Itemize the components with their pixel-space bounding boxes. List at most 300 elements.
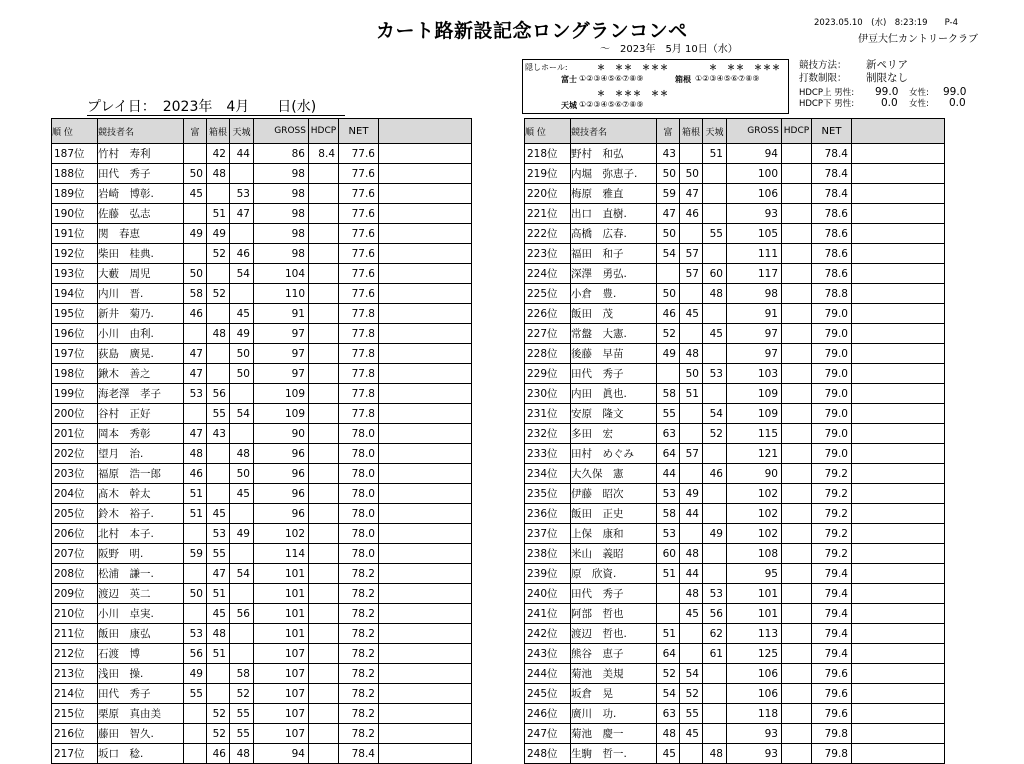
- table-row: [52, 544, 472, 564]
- name-cell: 野村 和弘: [571, 144, 657, 164]
- net-score: 78.6: [812, 244, 852, 264]
- blank-cell: [379, 664, 472, 684]
- amagi-score: 48: [230, 744, 254, 764]
- blank-cell: [852, 264, 945, 284]
- name-cell: 多田 宏: [571, 424, 657, 444]
- gross-score: 101: [727, 584, 782, 604]
- hdcp-value: [309, 484, 339, 504]
- gross-score: 101: [254, 584, 309, 604]
- gross-score: 90: [254, 424, 309, 444]
- gross-score: 107: [254, 644, 309, 664]
- hakone-score: 47: [207, 564, 230, 584]
- hakone-holes: ①②③④⑤⑥⑦⑧⑨: [695, 74, 760, 83]
- fuji-score: [184, 564, 207, 584]
- name-cell: 出口 直樹.: [571, 204, 657, 224]
- hakone-score: 50: [680, 164, 703, 184]
- amagi-score: [703, 304, 727, 324]
- rank-cell: 218位: [525, 144, 571, 164]
- amagi-score: [703, 664, 727, 684]
- net-score: 78.0: [339, 504, 379, 524]
- blank-cell: [379, 684, 472, 704]
- net-score: 79.2: [812, 524, 852, 544]
- hakone-score: 51: [207, 584, 230, 604]
- fuji-score: [657, 584, 680, 604]
- col-hdcp: HDCP: [782, 119, 812, 144]
- amagi-score: 49: [230, 524, 254, 544]
- net-score: 78.2: [339, 664, 379, 684]
- blank-cell: [379, 344, 472, 364]
- gross-score: 98: [254, 184, 309, 204]
- blank-cell: [379, 604, 472, 624]
- table-row: [52, 244, 472, 264]
- hdcp-lower-label: HDCP下 男性:: [799, 99, 855, 109]
- hakone-score: [680, 404, 703, 424]
- hakone-score: 53: [207, 524, 230, 544]
- col-blank: [379, 119, 472, 144]
- name-cell: 関 春恵: [98, 224, 184, 244]
- rank-cell: 206位: [52, 524, 98, 544]
- hakone-score: 57: [680, 244, 703, 264]
- amagi-label: 天城: [561, 101, 577, 110]
- limit-label: 打数制限：: [799, 73, 847, 84]
- amagi-score: 56: [703, 604, 727, 624]
- rank-cell: 188位: [52, 164, 98, 184]
- net-score: 77.8: [339, 324, 379, 344]
- rank-cell: 243位: [525, 644, 571, 664]
- net-score: 78.2: [339, 604, 379, 624]
- table-row: [525, 564, 945, 584]
- net-score: 77.8: [339, 364, 379, 384]
- fuji-score: 50: [184, 264, 207, 284]
- net-score: 79.6: [812, 684, 852, 704]
- blank-cell: [379, 204, 472, 224]
- name-cell: 小倉 豊.: [571, 284, 657, 304]
- fuji-score: 54: [657, 684, 680, 704]
- name-cell: 飯田 茂: [571, 304, 657, 324]
- rank-cell: 200位: [52, 404, 98, 424]
- name-cell: 後藤 早苗: [571, 344, 657, 364]
- amagi-score: 61: [703, 644, 727, 664]
- hakone-score: [680, 424, 703, 444]
- hdcp-value: [782, 204, 812, 224]
- gross-score: 118: [727, 704, 782, 724]
- net-score: 78.2: [339, 624, 379, 644]
- hdcp-value: [782, 164, 812, 184]
- gross-score: 96: [254, 484, 309, 504]
- name-cell: 福原 浩一郎: [98, 464, 184, 484]
- blank-cell: [852, 164, 945, 184]
- amagi-score: [703, 504, 727, 524]
- net-score: 77.6: [339, 204, 379, 224]
- col-name: 競技者名: [571, 119, 657, 144]
- net-score: 79.4: [812, 644, 852, 664]
- name-cell: 常盤 大憲.: [571, 324, 657, 344]
- limit-value: 制限なし: [866, 72, 908, 84]
- hdcp-value: [782, 264, 812, 284]
- amagi-score: [703, 164, 727, 184]
- rank-cell: 225位: [525, 284, 571, 304]
- blank-cell: [379, 264, 472, 284]
- rank-cell: 248位: [525, 744, 571, 764]
- net-score: 78.2: [339, 644, 379, 664]
- table-row: [52, 664, 472, 684]
- hakone-score: 52: [207, 704, 230, 724]
- timestamp: 2023.05.10 (水) 8:23:19 P-4: [814, 18, 958, 28]
- gross-score: 101: [727, 604, 782, 624]
- net-score: 78.0: [339, 444, 379, 464]
- hdcp-value: [309, 244, 339, 264]
- amagi-score: 53: [230, 184, 254, 204]
- rank-cell: 202位: [52, 444, 98, 464]
- hakone-score: [680, 744, 703, 764]
- hdcp-value: [782, 344, 812, 364]
- amagi-score: 58: [230, 664, 254, 684]
- blank-cell: [852, 284, 945, 304]
- name-cell: 菊池 美規: [571, 664, 657, 684]
- net-score: 79.8: [812, 744, 852, 764]
- name-cell: 佐藤 弘志: [98, 204, 184, 224]
- hdcp-value: [309, 364, 339, 384]
- table-row: [52, 644, 472, 664]
- amagi-score: 52: [230, 684, 254, 704]
- amagi-score: 46: [703, 464, 727, 484]
- hakone-score: 48: [207, 324, 230, 344]
- fuji-score: 51: [184, 504, 207, 524]
- name-cell: 岩崎 博彰.: [98, 184, 184, 204]
- table-row: [52, 604, 472, 624]
- rank-cell: 231位: [525, 404, 571, 424]
- hdcp-value: [782, 544, 812, 564]
- fuji-score: 64: [657, 644, 680, 664]
- rank-cell: 208位: [52, 564, 98, 584]
- hakone-score: [207, 444, 230, 464]
- amagi-score: [230, 504, 254, 524]
- amagi-score: [703, 564, 727, 584]
- rank-cell: 240位: [525, 584, 571, 604]
- blank-cell: [852, 404, 945, 424]
- hdcp-value: [782, 724, 812, 744]
- blank-cell: [852, 184, 945, 204]
- gross-score: 98: [254, 164, 309, 184]
- gross-score: 105: [727, 224, 782, 244]
- results-table-left: [51, 118, 472, 764]
- rank-cell: 230位: [525, 384, 571, 404]
- gross-score: 98: [254, 244, 309, 264]
- hakone-score: [207, 664, 230, 684]
- amagi-score: [703, 244, 727, 264]
- table-row: [52, 184, 472, 204]
- hdcp-lower-female-label: 女性:: [909, 99, 929, 109]
- name-cell: 松浦 謙一.: [98, 564, 184, 584]
- fuji-score: 44: [657, 464, 680, 484]
- blank-cell: [852, 204, 945, 224]
- hdcp-value: [309, 224, 339, 244]
- net-score: 79.0: [812, 384, 852, 404]
- blank-cell: [852, 344, 945, 364]
- fuji-score: [184, 144, 207, 164]
- gross-score: 98: [254, 204, 309, 224]
- blank-cell: [852, 384, 945, 404]
- gross-score: 109: [254, 404, 309, 424]
- hakone-score: 42: [207, 144, 230, 164]
- hakone-score: 47: [680, 184, 703, 204]
- hdcp-value: [309, 284, 339, 304]
- fuji-score: 51: [657, 624, 680, 644]
- net-score: 79.2: [812, 544, 852, 564]
- amagi-score: 50: [230, 344, 254, 364]
- name-cell: 米山 義昭: [571, 544, 657, 564]
- table-row: [52, 224, 472, 244]
- hdcp-value: [309, 564, 339, 584]
- rank-cell: 242位: [525, 624, 571, 644]
- blank-cell: [379, 504, 472, 524]
- rank-cell: 222位: [525, 224, 571, 244]
- hakone-score: [680, 644, 703, 664]
- blank-cell: [852, 664, 945, 684]
- hdcp-value: [782, 224, 812, 244]
- gross-score: 104: [254, 264, 309, 284]
- net-score: 79.8: [812, 724, 852, 744]
- amagi-score: 48: [703, 744, 727, 764]
- blank-cell: [852, 544, 945, 564]
- method-value: 新ペリア: [866, 59, 908, 71]
- hakone-score: 57: [680, 264, 703, 284]
- hdcp-value: [309, 344, 339, 364]
- name-cell: 上保 康和: [571, 524, 657, 544]
- fuji-score: [184, 244, 207, 264]
- fuji-score: 50: [184, 584, 207, 604]
- name-cell: 海老澤 孝子: [98, 384, 184, 404]
- net-score: 78.2: [339, 684, 379, 704]
- hakone-score: 56: [207, 384, 230, 404]
- rank-cell: 196位: [52, 324, 98, 344]
- hdcp-value: [782, 404, 812, 424]
- rank-cell: 187位: [52, 144, 98, 164]
- fuji-score: [184, 204, 207, 224]
- hdcp-value: [782, 384, 812, 404]
- gross-score: 98: [254, 224, 309, 244]
- name-cell: 坂倉 晃: [571, 684, 657, 704]
- blank-cell: [379, 544, 472, 564]
- table-row: [52, 424, 472, 444]
- rank-cell: 236位: [525, 504, 571, 524]
- rank-cell: 237位: [525, 524, 571, 544]
- gross-score: 90: [727, 464, 782, 484]
- fuji-score: 53: [657, 524, 680, 544]
- report-title: カート路新設記念ロングランコンペ: [376, 20, 688, 42]
- net-score: 79.2: [812, 464, 852, 484]
- table-row: [52, 584, 472, 604]
- net-score: 78.2: [339, 724, 379, 744]
- blank-cell: [379, 404, 472, 424]
- net-score: 79.2: [812, 484, 852, 504]
- gross-score: 121: [727, 444, 782, 464]
- amagi-score: 50: [230, 464, 254, 484]
- fuji-score: 50: [657, 284, 680, 304]
- net-score: 77.6: [339, 164, 379, 184]
- name-cell: 生駒 哲一.: [571, 744, 657, 764]
- net-score: 78.0: [339, 524, 379, 544]
- net-score: 79.0: [812, 404, 852, 424]
- hakone-score: 54: [680, 664, 703, 684]
- gross-score: 97: [254, 344, 309, 364]
- amagi-score: [703, 704, 727, 724]
- blank-cell: [852, 464, 945, 484]
- hdcp-value: [309, 324, 339, 344]
- table-row: [52, 684, 472, 704]
- rank-cell: 238位: [525, 544, 571, 564]
- blank-cell: [379, 624, 472, 644]
- fuji-score: 45: [184, 184, 207, 204]
- blank-cell: [852, 564, 945, 584]
- fuji-score: 49: [184, 664, 207, 684]
- play-date-underline: [87, 115, 345, 116]
- gross-score: 109: [727, 384, 782, 404]
- name-cell: 内田 眞也.: [571, 384, 657, 404]
- hakone-score: [207, 184, 230, 204]
- amagi-score: 51: [703, 144, 727, 164]
- hdcp-value: [782, 504, 812, 524]
- hdcp-value: [782, 364, 812, 384]
- gross-score: 94: [727, 144, 782, 164]
- hdcp-value: [782, 324, 812, 344]
- amagi-score: [230, 544, 254, 564]
- rank-cell: 244位: [525, 664, 571, 684]
- hakone-score: 48: [680, 544, 703, 564]
- blank-cell: [852, 604, 945, 624]
- fuji-score: 46: [184, 304, 207, 324]
- net-score: 77.8: [339, 404, 379, 424]
- table-row: [525, 184, 945, 204]
- rank-cell: 197位: [52, 344, 98, 364]
- name-cell: 石渡 博: [98, 644, 184, 664]
- fuji-score: 47: [184, 364, 207, 384]
- hakone-score: 45: [207, 504, 230, 524]
- table-row: [525, 464, 945, 484]
- hdcp-value: [309, 184, 339, 204]
- blank-cell: [379, 484, 472, 504]
- amagi-score: [703, 544, 727, 564]
- rank-cell: 192位: [52, 244, 98, 264]
- name-cell: 内堀 弥恵子.: [571, 164, 657, 184]
- net-score: 78.4: [812, 144, 852, 164]
- table-row: [52, 384, 472, 404]
- amagi-score: 48: [703, 284, 727, 304]
- rank-cell: 216位: [52, 724, 98, 744]
- hakone-score: [207, 264, 230, 284]
- gross-score: 125: [727, 644, 782, 664]
- rank-cell: 221位: [525, 204, 571, 224]
- hdcp-value: [309, 724, 339, 744]
- hdcp-lower-male: 0.0: [881, 97, 898, 109]
- hdcp-value: [782, 644, 812, 664]
- fuji-score: 43: [657, 144, 680, 164]
- fuji-score: 56: [184, 644, 207, 664]
- hdcp-value: [782, 584, 812, 604]
- gross-score: 96: [254, 464, 309, 484]
- club-name: 伊豆大仁カントリークラブ: [858, 34, 978, 45]
- table-row: [525, 724, 945, 744]
- gross-score: 98: [727, 284, 782, 304]
- gross-score: 91: [727, 304, 782, 324]
- rank-cell: 198位: [52, 364, 98, 384]
- gross-score: 102: [727, 484, 782, 504]
- name-cell: 渡辺 英二: [98, 584, 184, 604]
- blank-cell: [379, 444, 472, 464]
- blank-cell: [379, 584, 472, 604]
- blank-cell: [379, 224, 472, 244]
- table-row: [525, 624, 945, 644]
- rank-cell: 211位: [52, 624, 98, 644]
- name-cell: 安原 隆文: [571, 404, 657, 424]
- rank-cell: 213位: [52, 664, 98, 684]
- name-cell: 福田 和子: [571, 244, 657, 264]
- blank-cell: [852, 624, 945, 644]
- hdcp-upper-female-label: 女性:: [909, 88, 929, 98]
- blank-cell: [852, 744, 945, 764]
- fuji-score: 53: [184, 624, 207, 644]
- net-score: 77.6: [339, 244, 379, 264]
- net-score: 79.4: [812, 624, 852, 644]
- rank-cell: 201位: [52, 424, 98, 444]
- hakone-score: 43: [207, 424, 230, 444]
- hakone-score: 45: [680, 724, 703, 744]
- rank-cell: 194位: [52, 284, 98, 304]
- rank-cell: 245位: [525, 684, 571, 704]
- hakone-score: 57: [680, 444, 703, 464]
- hakone-score: 55: [680, 704, 703, 724]
- hakone-score: 49: [207, 224, 230, 244]
- amagi-holes: ①②③④⑤⑥⑦⑧⑨: [579, 100, 644, 109]
- table-row: [52, 724, 472, 744]
- amagi-score: 53: [703, 584, 727, 604]
- name-cell: 小川 卓実.: [98, 604, 184, 624]
- play-date: プレイ日： 2023年 4月 日(水): [87, 99, 317, 115]
- table-row: [525, 404, 945, 424]
- gross-score: 109: [727, 404, 782, 424]
- gross-score: 113: [727, 624, 782, 644]
- name-cell: 渡辺 哲也.: [571, 624, 657, 644]
- rank-cell: 235位: [525, 484, 571, 504]
- name-cell: 北村 本子.: [98, 524, 184, 544]
- table-row: [52, 284, 472, 304]
- net-score: 79.0: [812, 344, 852, 364]
- blank-cell: [379, 644, 472, 664]
- amagi-score: 47: [230, 204, 254, 224]
- net-score: 79.4: [812, 604, 852, 624]
- hakone-score: [207, 464, 230, 484]
- net-score: 77.6: [339, 224, 379, 244]
- hakone-score: 50: [680, 364, 703, 384]
- blank-cell: [379, 324, 472, 344]
- hdcp-value: [309, 464, 339, 484]
- fuji-score: 60: [657, 544, 680, 564]
- gross-score: 107: [254, 664, 309, 684]
- fuji-score: 52: [657, 324, 680, 344]
- col-fuji: 富: [657, 119, 680, 144]
- rank-cell: 241位: [525, 604, 571, 624]
- fuji-score: 54: [657, 244, 680, 264]
- fuji-score: 63: [657, 704, 680, 724]
- amagi-score: [703, 344, 727, 364]
- gross-score: 101: [254, 604, 309, 624]
- hakone-score: 45: [680, 604, 703, 624]
- name-cell: 阿部 哲也: [571, 604, 657, 624]
- gross-score: 91: [254, 304, 309, 324]
- rank-cell: 217位: [52, 744, 98, 764]
- net-score: 78.6: [812, 264, 852, 284]
- name-cell: 谷村 正好: [98, 404, 184, 424]
